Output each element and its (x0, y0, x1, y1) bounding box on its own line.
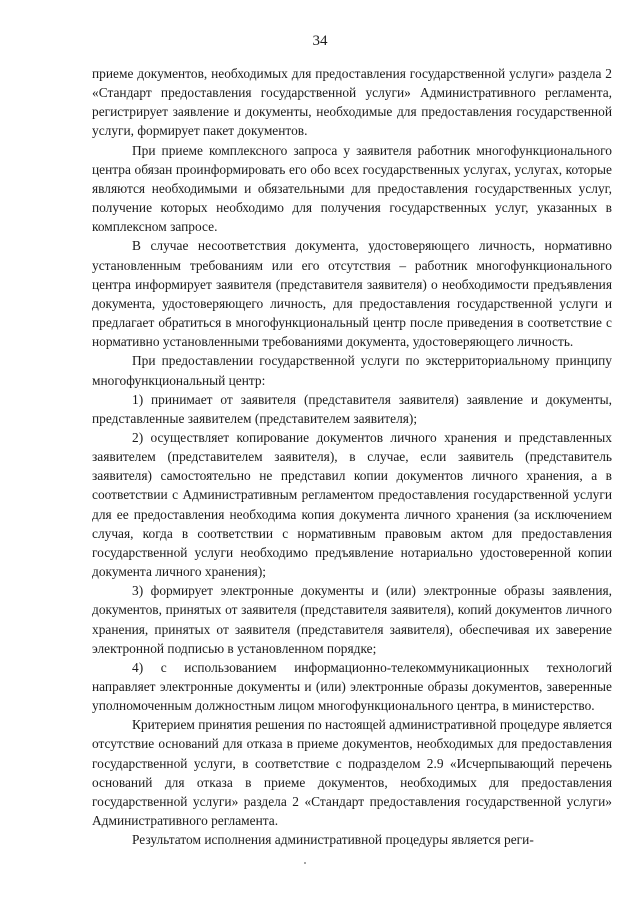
list-item: 2) осуществляет копирование документов личного хранения и представленных заявителем (представителем заявителя), в случае, если заявитель (представитель заявителя) самостоятельно не представил копии документов личного хранения, а в соответствии с Административным регламентом предоставления государственной услуги для ее предоставления необходима копия документа личного хранения (за исключением случая, когда в соответствии с нормативным правовым актом для предоставления государственной услуги необходимо предъявление нотариально удостоверенной копии документа личного хранения); (92, 429, 612, 580)
list-item: 1) принимает от заявителя (представителя заявителя) заявление и документы, представленные заявителем (представителем заявителя); (92, 391, 612, 426)
paragraph: В случае несоответствия документа, удостоверяющего личность, нормативно установленным требованиям или его отсутствия – работник многофункционального центра информирует заявителя (представителя заявителя) о необходимости предъявления документа, удостоверяющего личность, для предоставления государственной услуги и предлагает обратиться в многофункциональный центр после приведения в соответствие с нормативно установленными требованиями документа, удостоверяющего личность. (92, 238, 612, 350)
scan-speck (304, 862, 306, 864)
list-item: 4) с использованием информационно-телекоммуникационных технологий направляет электронные документы и (или) электронные образы документов, заверенные уполномоченным должностным лицом многофункционального центра, в министерство. (92, 659, 612, 714)
paragraph: Результатом исполнения административной процедуры является реги- (132, 832, 534, 848)
paragraph: приеме документов, необходимых для предоставления государственной услуги» раздела 2 «Стандарт предоставления государственной услуги» Административного регламента, регистрирует заявление и документы, необходимые для предоставления государственной услуги, формирует пакет документов. (92, 66, 612, 139)
document-body (92, 64, 612, 849)
paragraph: При приеме комплексного запроса у заявителя работник многофункционального центра обязан проинформировать его обо всех государственных услугах, услугах, которые являются необходимыми и обязательными для предоставления государственных услуг, получение которых необходимо для получения государственных услуг, указанных в комплексном запросе. (92, 142, 612, 235)
paragraph: Критерием принятия решения по настоящей административной процедуре является отсутствие оснований для отказа в приеме документов, необходимых для предоставления государственной услуги, в соответствие с подразделом 2.9 «Исчерпывающий перечень оснований для отказа в приеме документов, необходимых для предоставления государственной услуги» раздела 2 «Стандарт предоставления государственной услуги» Административного регламента. (92, 717, 613, 829)
paragraph: При предоставлении государственной услуги по экстерриториальному принципу многофункциональный центр: (92, 353, 612, 388)
page-number: 34 (312, 33, 328, 49)
list-item: 3) формирует электронные документы и (или) электронные образы заявления, документов, принятых от заявителя (представителя заявителя), копий документов личного хранения, принятых от заявителя (представителя заявителя), обеспечивая их заверение электронной подписью в установленном порядке; (92, 583, 612, 656)
